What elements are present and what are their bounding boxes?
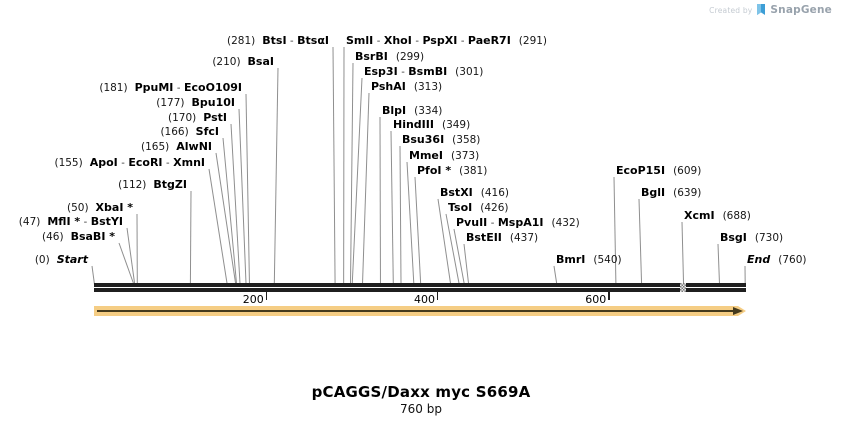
sequence-line-top bbox=[94, 283, 746, 287]
site-label-BstEII bbox=[466, 231, 538, 245]
sequence-arrow-head-icon bbox=[733, 307, 743, 315]
site-position: (50) bbox=[66, 202, 89, 214]
leader-line bbox=[350, 63, 353, 285]
ruler-number: 200 bbox=[242, 292, 264, 306]
site-name: HindIII bbox=[393, 118, 434, 131]
site-name: Esp3I - BsmBI bbox=[364, 65, 448, 78]
site-label-BstXI bbox=[440, 186, 509, 200]
site-name: End bbox=[747, 253, 771, 266]
site-label-PstI bbox=[168, 111, 227, 125]
leader-line bbox=[352, 78, 362, 285]
site-name: MflI * - BstYI bbox=[47, 215, 123, 228]
site-name: BmrI bbox=[556, 253, 586, 266]
site-position: (334) bbox=[414, 105, 443, 117]
site-label-Start bbox=[35, 253, 88, 267]
site-position: (373) bbox=[450, 150, 480, 162]
site-position: (639) bbox=[673, 187, 702, 199]
site-position: (47) bbox=[18, 216, 41, 228]
site-name: MmeI bbox=[409, 149, 443, 162]
site-label-BtgZI bbox=[118, 178, 187, 192]
site-label-Bpu10I bbox=[156, 96, 235, 110]
site-position: (46) bbox=[42, 231, 64, 243]
site-label-SmlI-XhoI-PspXI-PaeR7I bbox=[346, 34, 547, 48]
site-position: (155) bbox=[54, 157, 83, 169]
site-name: BsaI bbox=[247, 55, 274, 68]
leader-line bbox=[614, 177, 616, 285]
site-name: ApoI - EcoRI - XmnI bbox=[89, 156, 205, 169]
leader-line bbox=[239, 109, 246, 285]
site-name: XcmI bbox=[684, 209, 715, 222]
site-position: (540) bbox=[593, 254, 622, 266]
site-name: PstI bbox=[203, 111, 227, 124]
ruler-tick bbox=[437, 292, 439, 300]
site-name: PfoI * bbox=[417, 164, 452, 177]
site-label-EcoP15I bbox=[616, 164, 701, 178]
site-name: BsrBI bbox=[355, 50, 388, 63]
site-name: BlpI bbox=[382, 104, 407, 117]
site-position: (291) bbox=[518, 35, 548, 47]
site-position: (730) bbox=[754, 232, 784, 244]
site-position: (0) bbox=[34, 254, 50, 266]
site-label-TsoI bbox=[448, 201, 508, 215]
site-name: BstEII bbox=[466, 231, 502, 244]
site-label-BsaI bbox=[212, 55, 274, 69]
site-position: (609) bbox=[673, 165, 702, 177]
site-label-BsaBI bbox=[42, 230, 115, 244]
site-name: XbaI * bbox=[95, 201, 133, 214]
site-position: (299) bbox=[395, 51, 425, 63]
leader-line bbox=[333, 47, 335, 285]
site-position: (281) bbox=[227, 35, 256, 47]
site-label-SfcI bbox=[160, 125, 219, 139]
site-label-HindIII bbox=[393, 118, 470, 132]
site-position: (437) bbox=[509, 232, 539, 244]
leader-line bbox=[391, 131, 393, 285]
watermark-brand-label: SnapGene bbox=[770, 4, 832, 16]
leader-line bbox=[464, 244, 469, 285]
site-label-PvuII-MspA1I bbox=[456, 216, 580, 230]
leader-line bbox=[92, 266, 95, 285]
leader-line bbox=[415, 177, 421, 285]
sequence-break-marker bbox=[680, 283, 686, 292]
leader-line bbox=[209, 169, 227, 285]
site-name: EcoP15I bbox=[616, 164, 666, 177]
site-label-XbaI bbox=[67, 201, 133, 215]
site-name: BtsI - BtsαI bbox=[262, 34, 329, 47]
leader-line bbox=[718, 244, 720, 285]
site-label-PshAI bbox=[371, 80, 442, 94]
sequence-line-bottom bbox=[94, 288, 746, 292]
site-label-BmrI bbox=[556, 253, 622, 267]
site-position: (181) bbox=[99, 82, 128, 94]
leader-line bbox=[454, 229, 464, 285]
ruler-tick bbox=[608, 292, 610, 300]
site-position: (381) bbox=[459, 165, 488, 177]
site-position: (112) bbox=[118, 179, 147, 191]
site-name: Bsu36I bbox=[402, 133, 445, 146]
watermark-created-by-label: Created by bbox=[709, 5, 753, 15]
leader-line bbox=[400, 146, 401, 285]
site-label-BsgI bbox=[720, 231, 783, 245]
site-position: (165) bbox=[141, 141, 170, 153]
leader-line bbox=[554, 266, 557, 285]
site-label-XcmI bbox=[684, 209, 751, 223]
site-position: (210) bbox=[212, 56, 241, 68]
site-label-BtsI-BtsI bbox=[227, 34, 329, 48]
site-label-ApoI-EcoRI-XmnI bbox=[54, 156, 205, 170]
leader-line bbox=[246, 94, 249, 285]
leader-line bbox=[274, 68, 278, 285]
ruler-number: 400 bbox=[413, 292, 435, 306]
site-position: (416) bbox=[480, 187, 509, 199]
site-label-BlpI bbox=[382, 104, 442, 118]
site-position: (358) bbox=[452, 134, 481, 146]
site-position: (688) bbox=[722, 210, 751, 222]
site-name: SmlI - XhoI - PspXI - PaeR7I bbox=[346, 34, 511, 47]
site-position: (432) bbox=[551, 217, 580, 229]
site-label-AlwNI bbox=[141, 140, 212, 154]
leader-line bbox=[407, 162, 414, 285]
site-label-Bsu36I bbox=[402, 133, 480, 147]
ruler-number: 600 bbox=[585, 292, 607, 306]
site-position: (313) bbox=[413, 81, 443, 93]
site-name: BtgZI bbox=[153, 178, 187, 191]
leader-line bbox=[190, 191, 191, 285]
leader-line bbox=[639, 199, 642, 285]
ruler-tick bbox=[266, 292, 268, 300]
site-name: BsaBI * bbox=[70, 230, 115, 243]
site-name: SfcI bbox=[195, 125, 219, 138]
site-position: (426) bbox=[480, 202, 509, 214]
site-position: (177) bbox=[156, 97, 185, 109]
site-name: Bpu10I bbox=[191, 96, 235, 109]
site-name: BsgI bbox=[720, 231, 747, 244]
site-position: (349) bbox=[441, 119, 471, 131]
site-label-BglI bbox=[641, 186, 701, 200]
site-label-MflI-BstYI bbox=[19, 215, 123, 229]
site-name: PpuMI - EcoO109I bbox=[134, 81, 242, 94]
site-name: TsoI bbox=[448, 201, 473, 214]
sequence-arrow-line bbox=[97, 310, 733, 313]
site-name: AlwNI bbox=[176, 140, 212, 153]
site-name: Start bbox=[56, 253, 88, 266]
map-title: pCAGGS/Daxx myc S669A bbox=[311, 383, 531, 401]
site-label-End bbox=[747, 253, 806, 267]
site-name: BglI bbox=[641, 186, 666, 199]
site-label-BsrBI bbox=[355, 50, 424, 64]
leader-line bbox=[362, 93, 369, 285]
site-label-PfoI bbox=[417, 164, 487, 178]
site-label-PpuMI-EcoO109I bbox=[99, 81, 242, 95]
site-position: (760) bbox=[778, 254, 807, 266]
site-name: BstXI bbox=[440, 186, 473, 199]
site-name: PvuII - MspA1I bbox=[456, 216, 544, 229]
site-position: (166) bbox=[160, 126, 189, 138]
leader-line bbox=[682, 222, 684, 285]
map-length: 760 bp bbox=[400, 402, 442, 416]
site-name: PshAI bbox=[371, 80, 406, 93]
site-position: (301) bbox=[455, 66, 484, 78]
site-label-MmeI bbox=[409, 149, 479, 163]
site-position: (170) bbox=[167, 112, 197, 124]
site-label-Esp3I-BsmBI bbox=[364, 65, 483, 79]
